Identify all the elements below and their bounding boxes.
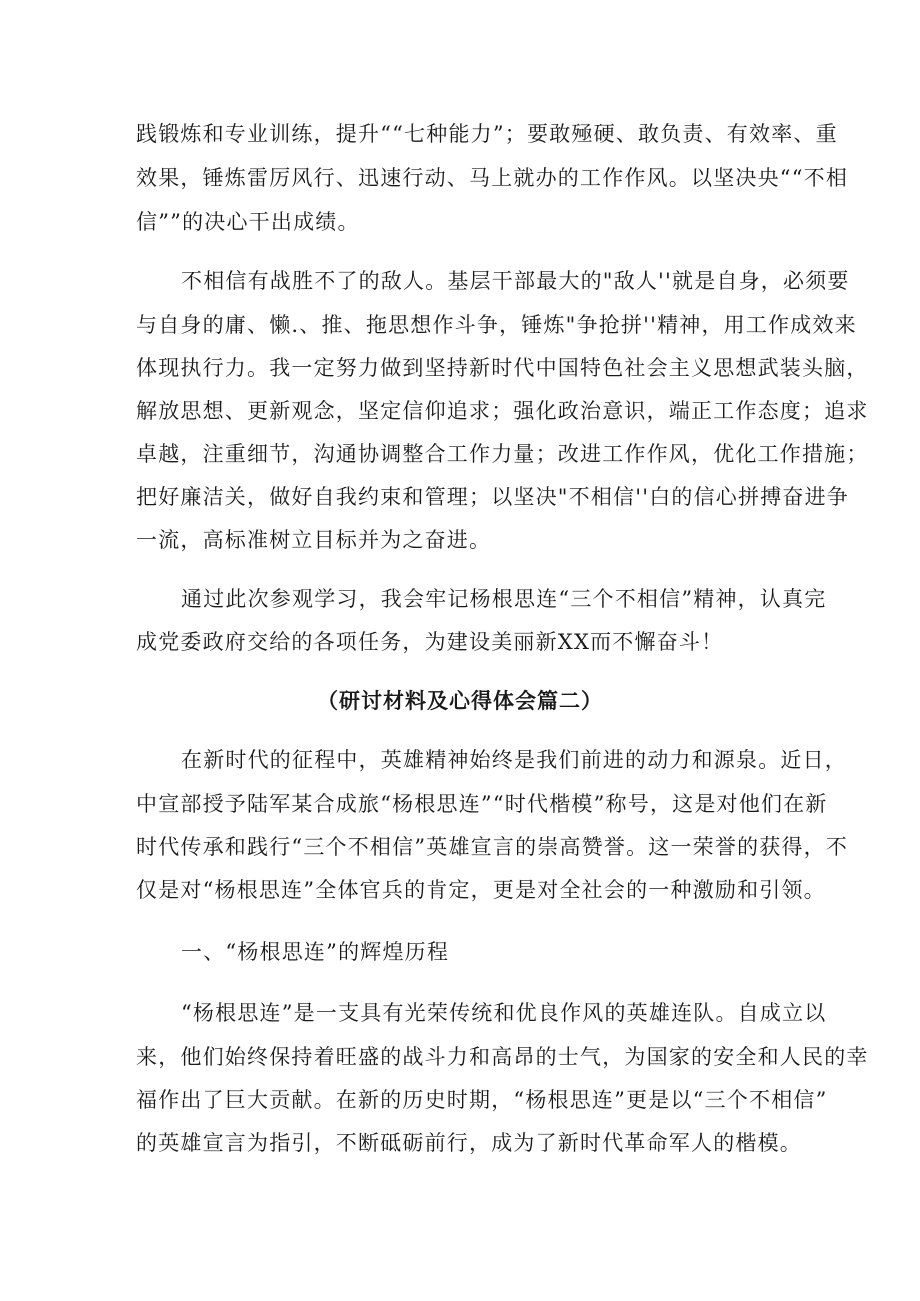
paragraph-3-line-2: 成党委政府交给的各项任务，为建设美丽新XX而不懈奋斗！ xyxy=(136,630,724,654)
paragraph-2-line-7: 一流，高标准树立目标并为之奋进。 xyxy=(136,528,492,552)
paragraph-4-line-4: 仅是对“杨根思连”全体官兵的肯定，更是对全社会的一种激励和引领。 xyxy=(136,878,826,902)
paragraph-2-line-1: 不相信有战胜不了的敌人。基层干部最大的"敌人''就是自身，必须要 xyxy=(181,269,850,293)
paragraph-1-line-3: 信””的决心干出成绩。 xyxy=(136,210,360,234)
paragraph-5-line-4: 的英雄宣言为指引，不断砥砺前行，成为了新时代革命军人的楷模。 xyxy=(136,1131,802,1155)
paragraph-4-line-2: 中宣部授予陆军某合成旅“杨根思连”“时代楷模”称号，这是对他们在新 xyxy=(136,792,828,816)
paragraph-1-line-1: 践锻炼和专业训练，提升““七种能力”；要敢殛硬、敢负责、有效率、重 xyxy=(136,122,838,146)
subheading-1: 一、“杨根思连”的辉煌历程 xyxy=(181,940,450,964)
paragraph-2-line-3: 体现执行力。我一定努力做到坚持新时代中国特色社会主义思想武装头脑， xyxy=(136,356,869,380)
paragraph-2-line-5: 卓越，注重细节，沟通协调整合工作力量；改进工作作风，优化工作措施； xyxy=(136,442,869,466)
paragraph-5-line-3: 福作出了巨大贡献。在新的历史时期，“杨根思连”更是以“三个不相信” xyxy=(136,1088,828,1112)
paragraph-3-line-1: 通过此次参观学习，我会牢记杨根思连“三个不相信”精神，认真完 xyxy=(181,587,827,611)
paragraph-1-line-2: 效果，锤炼雷厉风行、迅速行动、马上就办的工作作风。以坚决央““不相 xyxy=(136,166,849,190)
paragraph-5-line-2: 来，他们始终保持着旺盛的战斗力和高昂的士气，为国家的安全和人民的幸 xyxy=(136,1045,869,1069)
paragraph-2-line-2: 与自身的庸、懒.、推、拖思想作斗争，锤炼"争抢拼''精神，用工作成效来 xyxy=(136,313,857,337)
section-heading: （研讨材料及心得体会篇二） xyxy=(317,688,603,713)
paragraph-2-line-6: 把好廉洁关，做好自我约束和管理；以坚决"不相信''白的信心拼搏奋进争 xyxy=(136,485,850,509)
paragraph-4-line-3: 时代传承和践行“三个不相信”英雄宣言的崇高赞誉。这一荣誉的获得，不 xyxy=(136,835,849,859)
paragraph-2-line-4: 解放思想、更新观念，坚定信仰追求；强化政治意识，端正工作态度；追求 xyxy=(136,399,869,423)
paragraph-5-line-1: “杨根思连”是一支具有光荣传统和优良作风的英雄连队。自成立以 xyxy=(181,1001,827,1025)
paragraph-4-line-1: 在新时代的征程中，英雄精神始终是我们前进的动力和源泉。近日， xyxy=(181,748,847,772)
